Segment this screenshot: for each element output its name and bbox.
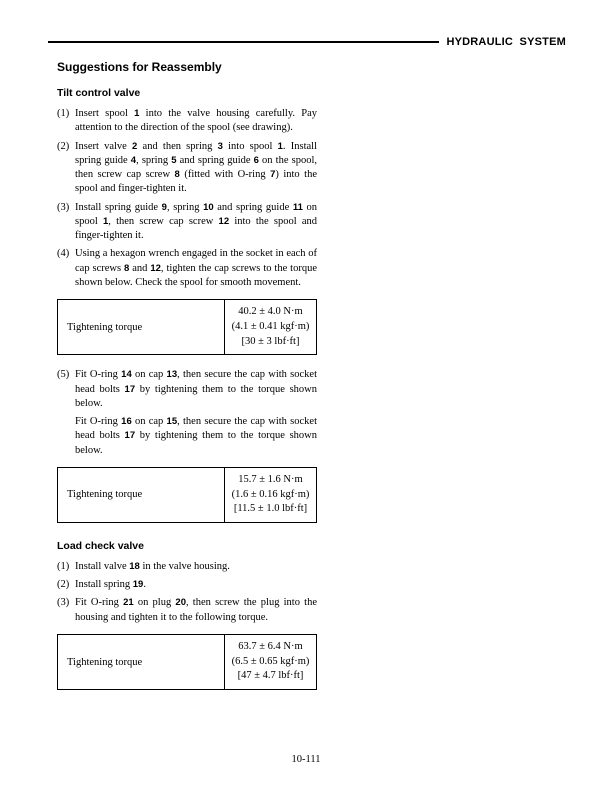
step-number: (3) xyxy=(57,201,70,213)
step-paragraph: Insert valve 2 and then spring 3 into spool 1. Install spring guide 4, spring 5 and spring guide 6 on the spool, then screw cap screw 8 (fitted with O-ring 7) into the spool and finger-tighten it. xyxy=(75,140,317,195)
tilt-step-2 xyxy=(57,140,317,197)
tilt-step-3 xyxy=(57,201,317,244)
tilt-step-1 xyxy=(57,107,317,136)
torque-line-nm: 40.2 ± 4.0 N·m xyxy=(238,306,303,318)
header-title: HYDRAULIC SYSTEM xyxy=(446,36,566,48)
tightening-torque-table-2 xyxy=(57,467,317,523)
step-paragraph: Install spring 19. xyxy=(75,579,146,591)
torque-label: Tightening torque xyxy=(58,634,225,689)
step-number: (2) xyxy=(57,140,70,152)
step-number: (1) xyxy=(57,560,70,572)
torque-line-kgfm: (1.6 ± 0.16 kgf·m) xyxy=(231,488,310,500)
tilt-step-4 xyxy=(57,247,317,290)
load-step-3 xyxy=(57,596,317,625)
content-column xyxy=(57,60,317,703)
step-number: (3) xyxy=(57,597,70,609)
torque-row xyxy=(58,300,317,355)
section-heading-load-check-valve: Load check valve xyxy=(57,539,144,552)
tightening-torque-table-3 xyxy=(57,634,317,690)
torque-line-lbfft: [30 ± 3 lbf·ft] xyxy=(241,335,300,347)
step-paragraph: Fit O-ring 14 on cap 13, then secure the cap with socket head bolts 17 by tightening them to the torque shown below. xyxy=(75,369,317,409)
step-text xyxy=(75,560,317,574)
step-number: (4) xyxy=(57,248,70,260)
load-step-1 xyxy=(57,560,317,574)
section-heading-tilt-control-valve: Tilt control valve xyxy=(57,87,141,99)
torque-label: Tightening torque xyxy=(58,300,225,355)
page-header xyxy=(48,36,566,48)
torque-line-lbfft: [11.5 ± 1.0 lbf·ft] xyxy=(233,503,308,515)
step-number: (2) xyxy=(57,579,70,591)
step-paragraph: Install spring guide 9, spring 10 and spring guide 11 on spool 1, then screw cap screw 12 into the spool and finger-tighten it. xyxy=(75,201,318,242)
torque-label: Tightening torque xyxy=(58,467,225,522)
step-text xyxy=(75,578,317,592)
step-paragraph: Fit O-ring 21 on plug 20, then screw the plug into the housing and tighten it to the following torque. xyxy=(75,597,317,623)
torque-line-kgfm: (4.1 ± 0.41 kgf·m) xyxy=(231,320,310,332)
step-paragraph: Install valve 18 in the valve housing. xyxy=(75,560,230,572)
step-text xyxy=(75,201,317,244)
page-title: Suggestions for Reassembly xyxy=(57,60,222,74)
torque-value xyxy=(225,467,317,522)
torque-value xyxy=(225,300,317,355)
step-number: (1) xyxy=(57,108,70,119)
step-number: (5) xyxy=(57,369,70,381)
step-paragraph: Insert spool 1 into the valve housing carefully. Pay attention to the direction of the spool (see drawing). xyxy=(75,108,317,134)
torque-line-nm: 15.7 ± 1.6 N·m xyxy=(238,473,303,485)
torque-line-nm: 63.7 ± 6.4 N·m xyxy=(238,640,303,652)
header-rule xyxy=(48,41,439,43)
step-paragraph: Fit O-ring 16 on cap 15, then secure the cap with socket head bolts 17 by tightening them to the torque shown below. xyxy=(75,416,317,456)
load-step-2 xyxy=(57,578,317,592)
step-text xyxy=(75,107,317,136)
page-number: 10-111 xyxy=(291,754,321,765)
step-text xyxy=(75,368,317,458)
torque-value xyxy=(225,634,317,689)
torque-row xyxy=(58,634,317,689)
step-text xyxy=(75,596,317,625)
torque-line-kgfm: (6.5 ± 0.65 kgf·m) xyxy=(231,655,310,667)
step-text xyxy=(75,140,317,197)
tilt-step-5 xyxy=(57,368,317,458)
tightening-torque-table-1 xyxy=(57,299,317,355)
step-paragraph: Using a hexagon wrench engaged in the socket in each of cap screws 8 and 12, tighten the cap screws to the torque shown below. Check the spool for smooth movement. xyxy=(75,248,318,288)
torque-row xyxy=(58,467,317,522)
torque-line-lbfft: [47 ± 4.7 lbf·ft] xyxy=(237,670,304,682)
step-text xyxy=(75,247,317,290)
